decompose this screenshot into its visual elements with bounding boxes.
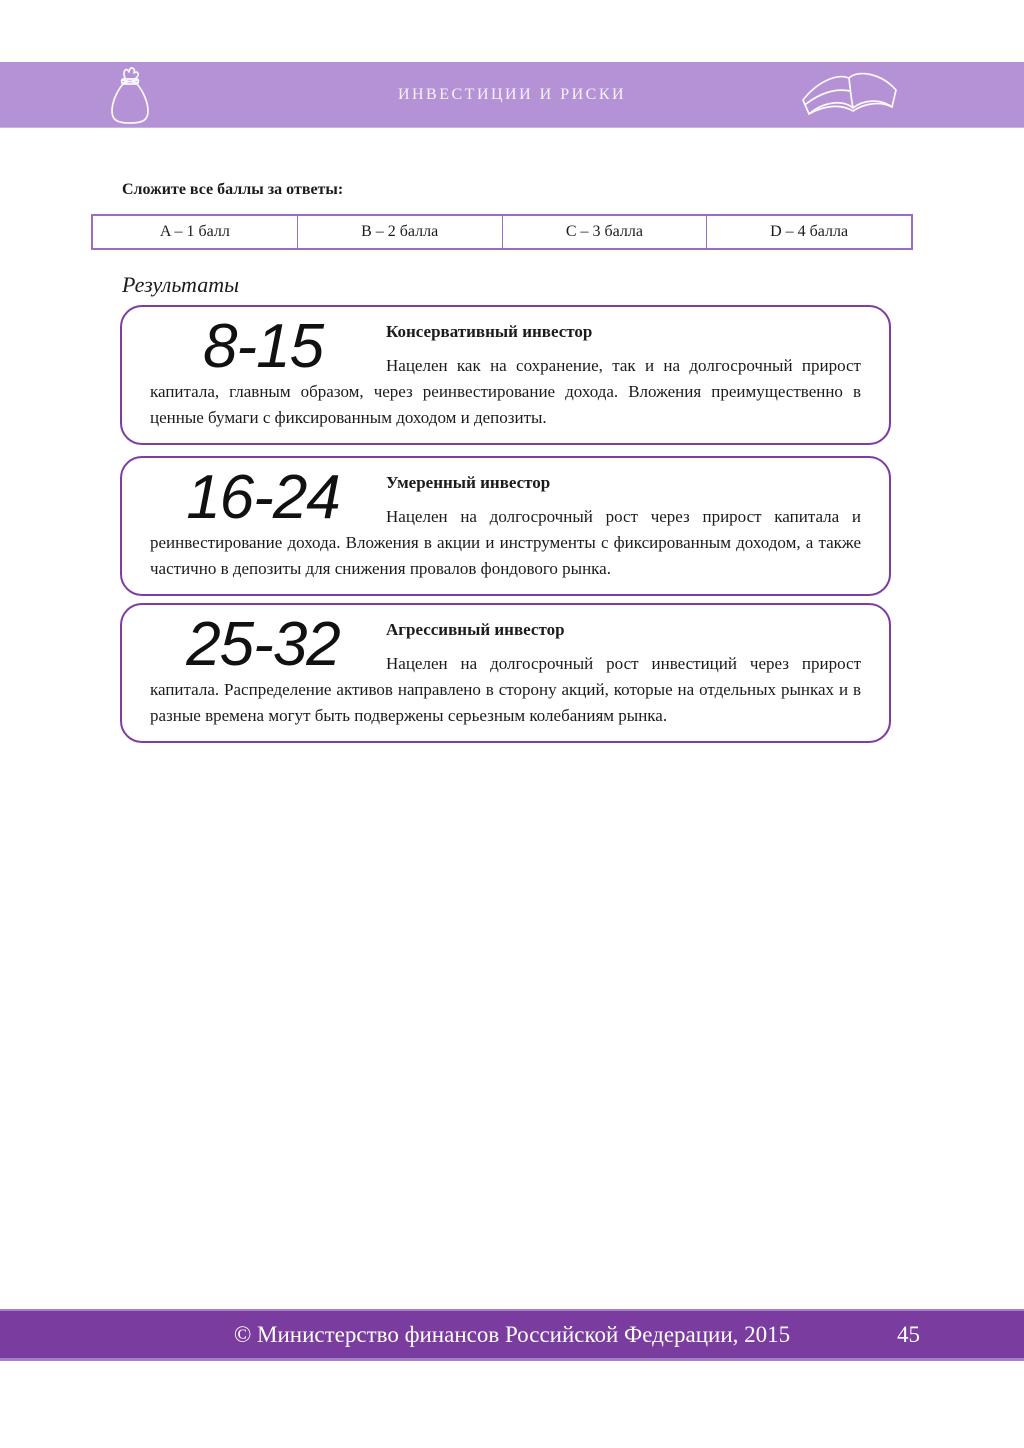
- score-range: 25-32: [186, 610, 340, 679]
- score-table: [91, 214, 913, 250]
- score-cell-c: C – 3 балла: [503, 216, 708, 248]
- instruction-text: Сложите все баллы за ответы:: [122, 181, 344, 198]
- open-book-icon: [796, 67, 904, 128]
- investor-type-title: Агрессивный инвестор: [386, 620, 565, 639]
- page-header-title: ИНВЕСТИЦИИ И РИСКИ: [397, 86, 627, 103]
- score-cell-a: A – 1 балл: [93, 216, 298, 248]
- footer-page-number: 45: [897, 1322, 920, 1347]
- score-cell-d: D – 4 балла: [770, 223, 849, 240]
- investor-description: Нацелен как на сохранение, так и на долгосрочный прирост капитала, главным образом, через реинвестирование дохода. Вложения преимущественно в ценные бумаги с фиксированным доходом и депозиты.: [150, 356, 861, 427]
- footer-copyright: © Министерство финансов Российской Федерации, 2015: [233, 1322, 791, 1347]
- header-band: [0, 62, 1024, 128]
- results-heading: Результаты: [122, 272, 239, 297]
- footer-band: [0, 1309, 1024, 1361]
- investor-description: Нацелен на долгосрочный рост инвестиций через прирост капитала. Распределение активов направлено в сторону акций, которые на отдельных рынках и в разные времена могут быть подвержены серьезным колебаниям рынка.: [150, 654, 861, 725]
- result-box-moderate: [120, 456, 891, 596]
- score-range: 8-15: [202, 312, 324, 381]
- investor-description: Нацелен на долгосрочный рост через прирост капитала и реинвестирование дохода. Вложения в акции и инструменты с фиксированным доходом, а также частично в депозиты для снижения провалов фондового рынка.: [150, 507, 861, 578]
- result-box-aggressive: [120, 603, 891, 743]
- investor-type-title: Умеренный инвестор: [386, 473, 551, 492]
- result-box-conservative: [120, 305, 891, 445]
- score-range: 16-24: [186, 463, 340, 532]
- investor-type-title: Консервативный инвестор: [386, 322, 593, 341]
- score-cell-b: B – 2 балла: [298, 216, 503, 248]
